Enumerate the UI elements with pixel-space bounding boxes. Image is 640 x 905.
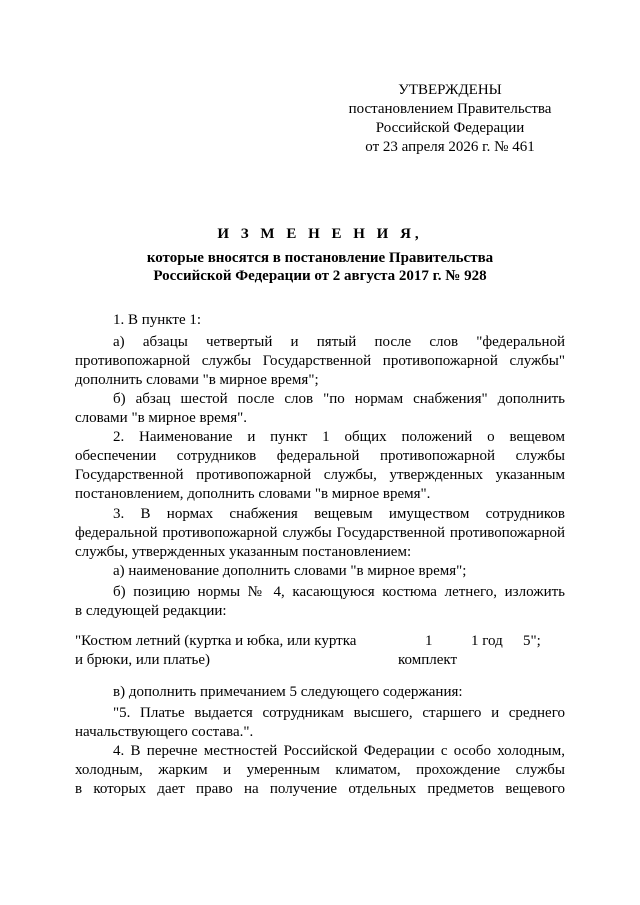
item-name-cont: и брюки, или платье): [75, 652, 211, 668]
paragraph: 1. В пункте 1:: [113, 312, 202, 328]
paragraph: б) абзац шестой после слов "по нормам снабжения" дополнить словами "в мирное время".: [75, 391, 565, 426]
paragraph: 4. В перечне местностей Российской Федерации с особо холодным, холодным, жарким и умеренным климатом, прохождение службы в которых дает право на получение отдельных предметов вещевого: [75, 743, 565, 797]
paragraph: а) наименование дополнить словами "в мирное время";: [113, 563, 467, 579]
document-title: И З М Е Н Е Н И Я,: [217, 226, 423, 242]
paragraph: "5. Платье выдается сотрудникам высшего, старшего и среднего начальствующего состава.".: [75, 705, 565, 740]
document-subtitle: Российской Федерации от 2 августа 2017 г. № 928: [153, 268, 487, 284]
approval-date: от 23 апреля 2026 г. № 461: [365, 139, 535, 155]
item-period: 1 год: [471, 633, 503, 649]
item-unit: комплект: [398, 652, 458, 668]
item-number: 5";: [523, 633, 541, 649]
approval-title: УТВЕРЖДЕНЫ: [398, 82, 502, 98]
item-name: "Костюм летний (куртка и юбка, или куртка: [75, 633, 357, 649]
document-subtitle: которые вносятся в постановление Правительства: [146, 250, 494, 266]
paragraph: б) позицию нормы № 4, касающуюся костюма летнего, изложить в следующей редакции:: [75, 584, 565, 619]
paragraph: а) абзацы четвертый и пятый после слов "федеральной противопожарной службы Государственной противопожарной службы" дополнить словами "в мирное время";: [75, 334, 565, 388]
approval-line: Российской Федерации: [375, 120, 525, 136]
approval-line: постановлением Правительства: [348, 101, 552, 117]
paragraph: в) дополнить примечанием 5 следующего содержания:: [113, 684, 463, 700]
paragraph: 3. В нормах снабжения вещевым имуществом сотрудников федеральной противопожарной службы Государственной противопожарной службы, утвержденных указанным постановлением:: [75, 506, 565, 560]
item-quantity: 1: [425, 633, 433, 649]
paragraph: 2. Наименование и пункт 1 общих положений о вещевом обеспечении сотрудников федеральной противопожарной службы Государственной противопожарной службы, утвержденных указанным постановлением, дополнить словами "в мирное время".: [75, 429, 565, 502]
